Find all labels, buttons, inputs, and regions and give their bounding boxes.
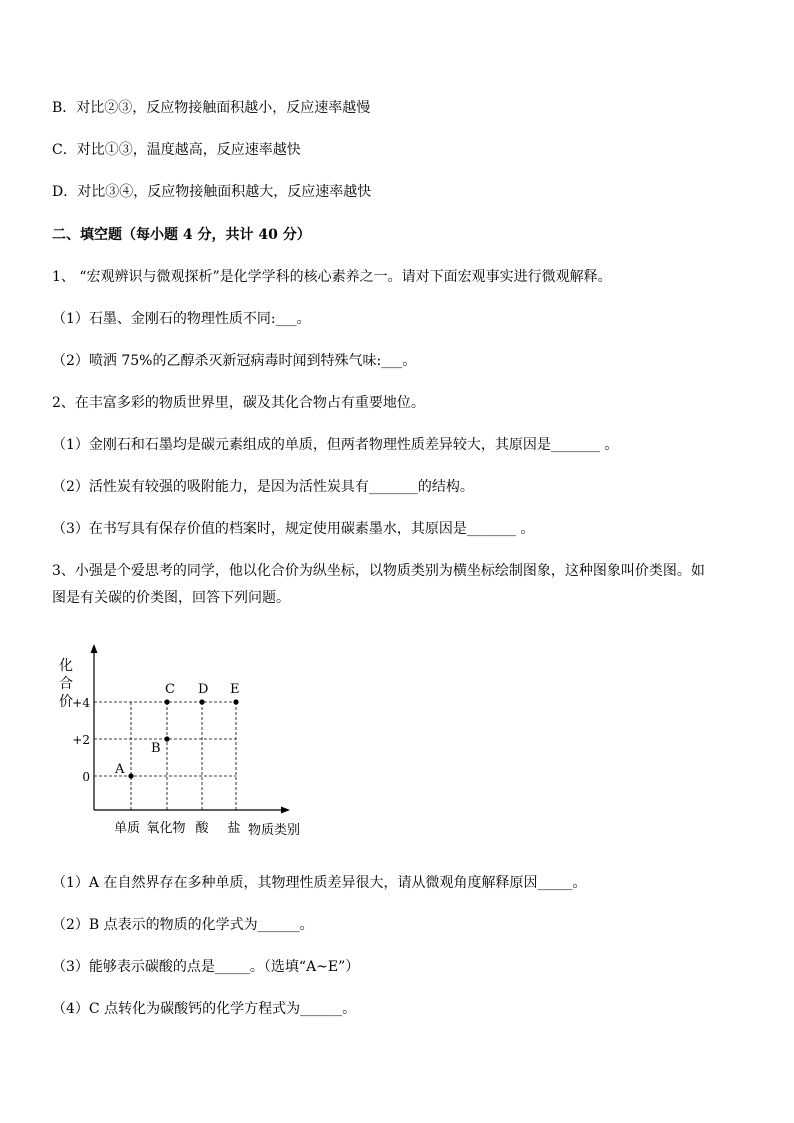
q1-part-2: （2）喷洒 75%的乙醇杀灭新冠病毒时闻到特殊气味:___。 [52, 353, 417, 369]
q1-part-1: （1）石墨、金刚石的物理性质不同:___。 [52, 311, 311, 327]
q1-stem: 1、 “宏观辨识与微观探析”是化学学科的核心素养之一。请对下面宏观事实进行微观解释。 [52, 269, 612, 285]
option-b: B．对比②③，反应物接触面积越小，反应速率越慢 [52, 100, 371, 116]
option-d: D．对比③④，反应物接触面积越大，反应速率越快 [52, 184, 372, 200]
point-A [128, 773, 133, 778]
point-label-A: A [115, 762, 125, 777]
point-label-B: B [151, 741, 161, 756]
q2-stem: 2、在丰富多彩的物质世界里，碳及其化合物占有重要地位。 [52, 395, 425, 411]
point-label-C: C [165, 682, 175, 697]
x-axis-title: 物质类别 [248, 823, 301, 838]
q2-part-1: （1）金刚石和石墨均是碳元素组成的单质，但两者物理性质差异较大，其原因是_______ 。 [52, 437, 619, 453]
y-axis-title-char: 合 [59, 676, 73, 692]
option-c: C．对比①③，温度越高，反应速率越快 [52, 142, 301, 158]
x-tick-label: 酸 [195, 821, 209, 836]
valence-category-chart [52, 638, 332, 848]
q2-part-2: （2）活性炭有较强的吸附能力，是因为活性炭具有_______的结构。 [52, 479, 474, 495]
q3-stem-line-1: 3、小强是个爱思考的同学，他以化合价为纵坐标，以物质类别为横坐标绘制图象，这种图象叫价类图。如 [52, 563, 705, 579]
point-D [199, 699, 204, 704]
point-C [164, 699, 169, 704]
x-tick-label: 氧化物 [146, 821, 186, 836]
y-tick-label: +4 [72, 696, 90, 710]
y-axis-arrow [91, 644, 98, 653]
section-heading: 二、填空题（每小题 4 分，共计 40 分） [52, 227, 311, 243]
q2-part-3: （3）在书写具有保存价值的档案时，规定使用碳素墨水，其原因是_______ 。 [52, 521, 535, 537]
q3-part-1: （1）A 在自然界存在多种单质，其物理性质差异很大，请从微观角度解释原因_____。 [52, 875, 587, 891]
q3-part-3: （3）能够表示碳酸的点是_____。（选填“A~E”） [52, 959, 360, 975]
point-E [233, 699, 238, 704]
y-tick-label: +2 [72, 733, 90, 747]
x-tick-label: 单质 [113, 821, 141, 836]
x-axis-arrow [281, 807, 290, 814]
q3-stem-line-2: 图是有关碳的价类图，回答下列问题。 [52, 590, 290, 606]
q3-part-2: （2）B 点表示的物质的化学式为______。 [52, 917, 314, 933]
x-tick-label: 盐 [227, 821, 241, 836]
point-label-D: D [198, 682, 209, 697]
q3-part-4: （4）C 点转化为碳酸钙的化学方程式为______。 [52, 1001, 357, 1017]
point-B [164, 736, 169, 741]
point-label-E: E [230, 682, 240, 697]
y-axis-title-char: 化 [59, 658, 73, 674]
y-axis-title-char: 价 [59, 694, 73, 710]
y-tick-label: 0 [82, 770, 90, 784]
